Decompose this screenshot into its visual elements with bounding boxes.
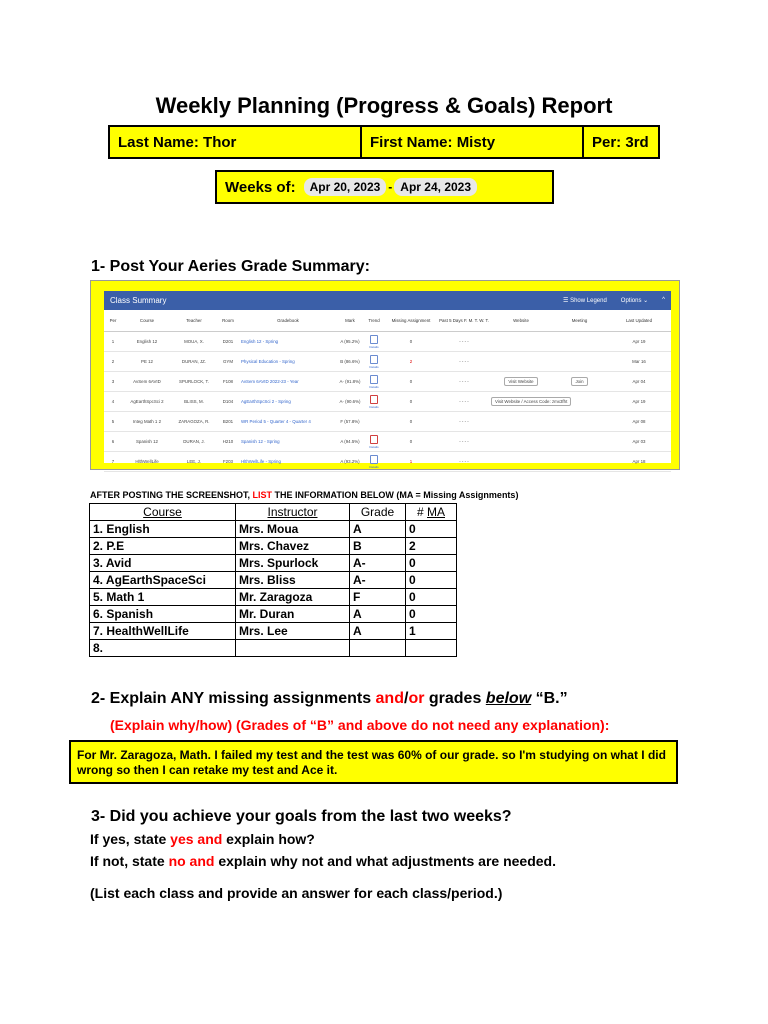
cs-header-cell: Website bbox=[490, 310, 552, 332]
cs-cell-mark: A (95.2%) bbox=[336, 332, 364, 352]
class-summary-title: Class Summary bbox=[110, 296, 167, 305]
cs-cell-trend[interactable] bbox=[364, 332, 384, 352]
cs-cell-per: 2 bbox=[104, 352, 122, 372]
missing-assignments-table bbox=[89, 503, 457, 657]
period-field: Per: 3rd bbox=[592, 133, 649, 151]
ma-header-instructor: Instructor bbox=[236, 504, 350, 521]
class-summary-header bbox=[104, 291, 671, 310]
cs-cell-teacher: LEE, J. bbox=[172, 452, 216, 472]
ma-cell-instructor[interactable]: Mrs. Moua bbox=[236, 521, 350, 538]
ma-cell-ma[interactable]: 0 bbox=[406, 606, 457, 623]
cs-cell-room: D201 bbox=[216, 332, 240, 352]
no-line-red: no and bbox=[168, 853, 215, 869]
ma-cell-instructor[interactable]: Mr. Duran bbox=[236, 606, 350, 623]
trend-details-link[interactable]: Details bbox=[369, 384, 379, 389]
cs-header-cell: Per bbox=[104, 310, 122, 332]
cs-cell-missing: 1 bbox=[384, 452, 438, 472]
cs-cell-course: English 12 bbox=[122, 332, 172, 352]
section1-heading: 1- Post Your Aeries Grade Summary: bbox=[91, 258, 370, 275]
cs-cell-meeting[interactable] bbox=[552, 332, 607, 352]
no-line-b: explain why not and what adjustments are needed. bbox=[214, 853, 556, 869]
page-title: Weekly Planning (Progress & Goals) Report bbox=[155, 93, 613, 118]
cs-cell-past: - - - - bbox=[438, 452, 490, 472]
cs-cell-meeting[interactable] bbox=[552, 452, 607, 472]
trend-chart-icon[interactable] bbox=[370, 435, 378, 444]
section2-heading-a: 2- Explain ANY missing assignments bbox=[91, 690, 376, 707]
cs-row bbox=[104, 352, 671, 372]
cs-cell-missing: 0 bbox=[384, 412, 438, 432]
trend-chart-icon[interactable] bbox=[370, 355, 378, 364]
cs-cell-per: 7 bbox=[104, 452, 122, 472]
cs-cell-website[interactable] bbox=[490, 412, 552, 432]
cs-cell-updated: Apr 08 bbox=[607, 412, 671, 432]
cs-cell-mark: A (94.5%) bbox=[336, 432, 364, 452]
ma-cell-ma[interactable] bbox=[406, 640, 457, 657]
section3-list-instruction: (List each class and provide an answer for each class/period.) bbox=[90, 885, 503, 901]
trend-details-link[interactable]: Details bbox=[369, 404, 379, 409]
grade-summary-screenshot bbox=[90, 280, 680, 470]
cs-cell-trend[interactable] bbox=[364, 352, 384, 372]
cs-cell-course: Spanish 12 bbox=[122, 432, 172, 452]
cs-header-cell: Trend bbox=[364, 310, 384, 332]
ma-row bbox=[90, 640, 457, 657]
cs-cell-past: - - - - bbox=[438, 412, 490, 432]
ma-cell-grade[interactable] bbox=[350, 640, 406, 657]
cs-cell-teacher: BLISS, M. bbox=[172, 392, 216, 412]
cs-cell-room: GYM bbox=[216, 352, 240, 372]
first-name-field: First Name: Misty bbox=[362, 127, 584, 157]
cs-cell-website[interactable] bbox=[490, 452, 552, 472]
ma-cell-course[interactable]: 5. Math 1 bbox=[90, 589, 236, 606]
list-instruction bbox=[90, 490, 518, 500]
cs-header-cell: Last Updated bbox=[607, 310, 671, 332]
cs-cell-mark: F (57.8%) bbox=[336, 412, 364, 432]
cs-cell-course: PE 12 bbox=[122, 352, 172, 372]
ma-cell-grade[interactable]: A bbox=[350, 606, 406, 623]
trend-details-link[interactable]: Details bbox=[369, 444, 379, 449]
cs-cell-teacher: ZARAGOZA, R. bbox=[172, 412, 216, 432]
ma-cell-instructor[interactable]: Mr. Zaragoza bbox=[236, 589, 350, 606]
trend-chart-icon[interactable] bbox=[370, 335, 378, 344]
cs-cell-teacher: DURAN, J. bbox=[172, 432, 216, 452]
cs-row bbox=[104, 332, 671, 352]
ma-header-ma: MA bbox=[427, 505, 445, 519]
week-start-date: Apr 20, 2023 bbox=[304, 178, 387, 196]
cs-cell-meeting[interactable] bbox=[552, 372, 607, 392]
ma-header-course: Course bbox=[90, 504, 236, 521]
section3-yes-line bbox=[90, 831, 315, 847]
cs-cell-trend[interactable] bbox=[364, 452, 384, 472]
join-meeting-button[interactable]: Join bbox=[571, 377, 587, 386]
section3-no-line bbox=[90, 853, 556, 869]
cs-cell-past: - - - - bbox=[438, 352, 490, 372]
cs-cell-website[interactable] bbox=[490, 372, 552, 392]
ma-header-hash: # bbox=[416, 505, 427, 519]
cs-cell-trend[interactable] bbox=[364, 392, 384, 412]
cs-cell-teacher: SPURLOCK, T. bbox=[172, 372, 216, 392]
cs-cell-meeting[interactable] bbox=[552, 352, 607, 372]
cs-cell-past: - - - - bbox=[438, 392, 490, 412]
instruction-prefix: AFTER POSTING THE SCREENSHOT, bbox=[90, 490, 253, 500]
ma-cell-ma[interactable]: 0 bbox=[406, 555, 457, 572]
ma-row bbox=[90, 589, 457, 606]
cs-cell-teacher: MOUA, X. bbox=[172, 332, 216, 352]
ma-cell-course[interactable]: 7. HealthWellLife bbox=[90, 623, 236, 640]
ma-header-row bbox=[90, 504, 457, 521]
cs-cell-updated: Apr 04 bbox=[607, 372, 671, 392]
ma-cell-instructor[interactable] bbox=[236, 640, 350, 657]
cs-cell-course: Integ Math 1 2 bbox=[122, 412, 172, 432]
cs-cell-updated: Mar 16 bbox=[607, 352, 671, 372]
cs-header-cell: Teacher bbox=[172, 310, 216, 332]
cs-cell-website[interactable] bbox=[490, 432, 552, 452]
cs-cell-past: - - - - bbox=[438, 372, 490, 392]
weeks-label: Weeks of: bbox=[225, 178, 296, 196]
cs-cell-room: B201 bbox=[216, 412, 240, 432]
cs-header-cell: Room bbox=[216, 310, 240, 332]
ma-cell-instructor[interactable]: Mrs. Spurlock bbox=[236, 555, 350, 572]
trend-chart-icon[interactable] bbox=[370, 455, 378, 464]
ma-row bbox=[90, 538, 457, 555]
cs-row bbox=[104, 372, 671, 392]
cs-cell-trend[interactable] bbox=[364, 432, 384, 452]
cs-cell-missing: 0 bbox=[384, 432, 438, 452]
cs-cell-missing: 0 bbox=[384, 332, 438, 352]
ma-cell-ma[interactable]: 1 bbox=[406, 623, 457, 640]
section2-or: or bbox=[408, 690, 425, 707]
collapse-icon[interactable]: ^ bbox=[662, 297, 665, 303]
ma-header-grade: Grade bbox=[350, 504, 406, 521]
ma-cell-grade[interactable]: B bbox=[350, 538, 406, 555]
cs-cell-meeting[interactable] bbox=[552, 432, 607, 452]
instruction-list-word: LIST bbox=[252, 490, 273, 500]
cs-cell-per: 5 bbox=[104, 412, 122, 432]
cs-cell-per: 4 bbox=[104, 392, 122, 412]
cs-cell-course: AgEarthSpcSci 2 bbox=[122, 392, 172, 412]
cs-cell-updated: Apr 03 bbox=[607, 432, 671, 452]
yes-line-red: yes and bbox=[170, 831, 223, 847]
cs-cell-mark: A- (91.8%) bbox=[336, 372, 364, 392]
class-summary-table bbox=[104, 310, 671, 472]
cs-cell-course: AvSem 6AVID bbox=[122, 372, 172, 392]
cs-row bbox=[104, 452, 671, 472]
cs-cell-website[interactable] bbox=[490, 332, 552, 352]
cs-cell-room: D104 bbox=[216, 392, 240, 412]
cs-cell-room: H210 bbox=[216, 432, 240, 452]
yes-line-a: If yes, state bbox=[90, 831, 171, 847]
yes-line-b: explain how? bbox=[222, 831, 315, 847]
cs-cell-past: - - - - bbox=[438, 432, 490, 452]
cs-cell-gradebook[interactable]: Spanish 12 - Spring bbox=[240, 432, 336, 452]
cs-cell-website[interactable] bbox=[490, 392, 568, 412]
ma-row bbox=[90, 521, 457, 538]
trend-chart-icon[interactable] bbox=[370, 395, 378, 404]
cs-header-cell: Meeting bbox=[552, 310, 607, 332]
instruction-suffix: THE INFORMATION BELOW (MA = Missing Assignments) bbox=[272, 490, 519, 500]
ma-cell-course[interactable]: 6. Spanish bbox=[90, 606, 236, 623]
ma-cell-course[interactable]: 8. bbox=[90, 640, 236, 657]
cs-cell-mark: A (93.2%) bbox=[336, 452, 364, 472]
no-line-a: If not, state bbox=[90, 853, 169, 869]
cs-header-cell: Past 5 Days F. M. T. W. T. bbox=[438, 310, 490, 332]
ma-cell-ma[interactable]: 2 bbox=[406, 538, 457, 555]
cs-cell-past: - - - - bbox=[438, 332, 490, 352]
ma-cell-grade[interactable]: A- bbox=[350, 572, 406, 589]
cs-cell-mark: B (86.6%) bbox=[336, 352, 364, 372]
cs-cell-updated: Apr 18 bbox=[607, 452, 671, 472]
section2-and: and bbox=[375, 690, 404, 707]
ma-cell-grade[interactable]: A bbox=[350, 623, 406, 640]
ma-cell-instructor[interactable]: Mrs. Lee bbox=[236, 623, 350, 640]
ma-row bbox=[90, 623, 457, 640]
cs-cell-teacher: DURAN, JZ. bbox=[172, 352, 216, 372]
cs-header-cell: Missing Assignment bbox=[384, 310, 438, 332]
ma-cell-ma[interactable]: 0 bbox=[406, 521, 457, 538]
trend-chart-icon[interactable] bbox=[370, 375, 378, 384]
ma-row bbox=[90, 606, 457, 623]
cs-cell-missing: 0 bbox=[384, 392, 438, 412]
visit-website-button[interactable]: Visit Website bbox=[504, 377, 537, 386]
ma-row bbox=[90, 572, 457, 589]
cs-cell-website[interactable] bbox=[490, 352, 552, 372]
cs-cell-missing: 0 bbox=[384, 372, 438, 392]
ma-cell-course[interactable]: 2. P.E bbox=[90, 538, 236, 555]
ma-cell-course[interactable]: 3. Avid bbox=[90, 555, 236, 572]
ma-cell-course[interactable]: 4. AgEarthSpaceSci bbox=[90, 572, 236, 589]
cs-cell-gradebook[interactable]: AgEarthSpcSci 2 - Spring bbox=[240, 392, 336, 412]
section2-heading-c: “B.” bbox=[531, 690, 568, 707]
ma-cell-ma[interactable]: 0 bbox=[406, 589, 457, 606]
trend-details-link[interactable]: Details bbox=[369, 344, 379, 349]
cs-cell-room: F203 bbox=[216, 452, 240, 472]
cs-cell-per: 1 bbox=[104, 332, 122, 352]
section2-slash: / bbox=[403, 690, 409, 707]
cs-cell-trend[interactable] bbox=[364, 372, 384, 392]
cs-row bbox=[104, 432, 671, 452]
ma-cell-grade[interactable]: A bbox=[350, 521, 406, 538]
cs-cell-gradebook[interactable]: AvSem 6AVID 2022-23 - Year bbox=[240, 372, 336, 392]
cs-header-cell: Gradebook bbox=[240, 310, 336, 332]
cs-cell-course: HlthWellLife bbox=[122, 452, 172, 472]
ma-header-count bbox=[406, 504, 457, 521]
cs-cell-meeting[interactable] bbox=[552, 412, 607, 432]
ma-cell-instructor[interactable]: Mrs. Chavez bbox=[236, 538, 350, 555]
week-separator: - bbox=[388, 180, 393, 194]
trend-details-link[interactable]: Details bbox=[369, 464, 379, 469]
student-info-box bbox=[108, 125, 660, 159]
show-legend-link[interactable]: ☰ Show Legend bbox=[563, 298, 607, 304]
cs-row bbox=[104, 412, 671, 432]
cs-cell-trend[interactable] bbox=[364, 412, 384, 432]
cs-header-cell: Mark bbox=[336, 310, 364, 332]
section2-below: below bbox=[485, 690, 532, 707]
cs-cell-mark: A- (90.6%) bbox=[336, 392, 364, 412]
options-menu[interactable]: Options ⌄ bbox=[620, 298, 649, 304]
cs-cell-gradebook[interactable]: Physical Education - Spring bbox=[240, 352, 336, 372]
cs-cell-room: F108 bbox=[216, 372, 240, 392]
section2-heading-b: grades bbox=[424, 690, 486, 707]
trend-details-link[interactable]: Details bbox=[369, 364, 379, 369]
week-end-date: Apr 24, 2023 bbox=[394, 178, 477, 196]
cs-cell-missing: 2 bbox=[384, 352, 438, 372]
cs-cell-updated: Apr 19 bbox=[607, 332, 671, 352]
cs-cell-per: 3 bbox=[104, 372, 122, 392]
ma-cell-grade[interactable]: A- bbox=[350, 555, 406, 572]
class-summary-panel bbox=[104, 291, 671, 469]
visit-website-button[interactable]: Visit Website / Access Code: zmx3fht bbox=[491, 397, 571, 406]
ma-cell-course[interactable]: 1. English bbox=[90, 521, 236, 538]
weeks-box bbox=[215, 170, 554, 204]
ma-cell-ma[interactable]: 0 bbox=[406, 572, 457, 589]
section2-heading bbox=[91, 690, 568, 708]
cs-cell-gradebook[interactable]: WR Period 5 - Quarter 4 - Quarter 4 bbox=[240, 412, 336, 432]
cs-cell-per: 6 bbox=[104, 432, 122, 452]
last-name-field: Last Name: Thor bbox=[110, 127, 362, 157]
cs-row bbox=[104, 392, 671, 412]
cs-cell-gradebook[interactable]: HlthWellLife - Spring bbox=[240, 452, 336, 472]
ma-cell-grade[interactable]: F bbox=[350, 589, 406, 606]
ma-row bbox=[90, 555, 457, 572]
section3-heading: 3- Did you achieve your goals from the last two weeks? bbox=[91, 808, 512, 825]
explanation-answer[interactable]: For Mr. Zaragoza, Math. I failed my test and the test was 60% of our grade. so I'm studying on what I did wrong so then I can retake my test and Ace it. bbox=[69, 740, 678, 784]
ma-cell-instructor[interactable]: Mrs. Bliss bbox=[236, 572, 350, 589]
cs-cell-updated: Apr 19 bbox=[607, 392, 671, 412]
cs-header-cell: Course bbox=[122, 310, 172, 332]
section2-subheading: (Explain why/how) (Grades of “B” and above do not need any explanation): bbox=[110, 717, 610, 733]
cs-cell-gradebook[interactable]: English 12 - Spring bbox=[240, 332, 336, 352]
